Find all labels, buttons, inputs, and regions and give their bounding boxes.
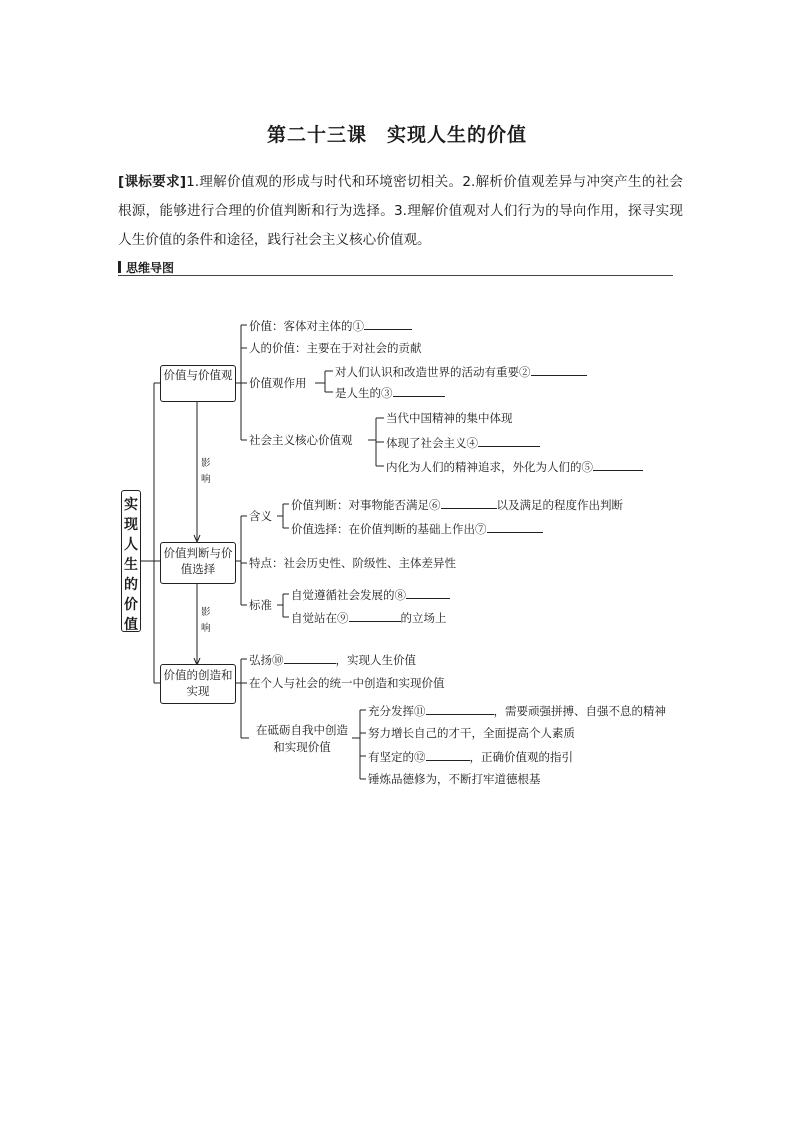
blank-8 <box>406 587 450 599</box>
self-cultivation-1-tail: ，需要顽强拼搏、自强不息的精神 <box>493 704 666 718</box>
self-cultivation-2: 努力增长自己的才干，全面提高个人素质 <box>368 726 575 740</box>
core-values-2 <box>386 435 540 450</box>
core-values-2-text: 体现了社会主义④ <box>386 436 478 450</box>
self-cultivation-3 <box>368 749 573 764</box>
blank-12 <box>426 749 470 761</box>
value-definition <box>249 318 412 333</box>
self-cultivation-label: 在砥砺自我中创造和实现价值 <box>256 723 348 754</box>
values-role-1-text: 对人们认识和改造世界的活动有重要② <box>335 365 531 379</box>
self-cultivation-1 <box>368 703 666 718</box>
value-definition-text: 价值：客体对主体的① <box>249 319 364 333</box>
blank-11 <box>426 703 494 715</box>
requirements-label: [课标要求] <box>118 174 187 190</box>
blank-3 <box>393 385 445 397</box>
values-role-2 <box>335 385 445 400</box>
section-heading-label: 思维导图 <box>126 261 175 275</box>
value-choice-text: 价值选择：在价值判断的基础上作出⑦ <box>291 522 487 536</box>
page-title: 第二十三课 实现人生的价值 <box>266 124 527 146</box>
branch-value-and-values: 价值与价值观 <box>160 365 236 402</box>
features: 特点：社会历史性、阶级性、主体差异性 <box>249 556 456 570</box>
core-values-3-text: 内化为人们的精神追求，外化为人们的⑤ <box>386 460 593 474</box>
unity-of-individual-and-society: 在个人与社会的统一中创造和实现价值 <box>249 676 445 690</box>
carry-forward <box>249 652 416 667</box>
standard-2-tail: 的立场上 <box>400 611 447 625</box>
standard-2 <box>291 610 447 625</box>
values-role-2-text: 是人生的③ <box>335 386 393 400</box>
values-role-label: 价值观作用 <box>249 376 307 390</box>
value-choice <box>291 521 543 536</box>
carry-forward-text: 弘扬⑩ <box>249 653 284 667</box>
branch-judgment-and-choice: 价值判断与价值选择 <box>160 542 236 584</box>
standard-2-text: 自觉站在⑨ <box>291 611 349 625</box>
blank-10 <box>284 652 336 664</box>
meaning-label: 含义 <box>249 509 272 523</box>
self-cultivation-1-text: 充分发挥⑪ <box>368 704 426 718</box>
influence-label-1: 影响 <box>201 458 211 485</box>
blank-7 <box>487 521 543 533</box>
blank-6 <box>441 497 497 509</box>
core-values-label: 社会主义核心价值观 <box>249 433 353 447</box>
requirements-text: 1.理解价值观的形成与时代和环境密切相关。2.解析价值观差异与冲突产生的社会根源，能够进行合理的价值判断和行为选择。3.理解价值观对人们行为的导向作用，探寻实现人生价值的条件和途径，践行社会主义核心价值观。 <box>118 174 683 248</box>
standard-label: 标准 <box>249 598 272 612</box>
value-judgment <box>291 497 623 512</box>
value-judgment-text: 价值判断：对事物能否满足⑥ <box>291 498 441 512</box>
branch-creation-and-realization: 价值的创造和实现 <box>160 664 236 704</box>
value-judgment-tail: 以及满足的程度作出判断 <box>496 498 623 512</box>
mindmap-root: 实现人生的价值 <box>121 490 141 632</box>
self-cultivation-4: 锤炼品德修为，不断打牢道德根基 <box>368 772 541 786</box>
human-value: 人的价值：主要在于对社会的贡献 <box>249 341 422 355</box>
values-role-1 <box>335 364 587 379</box>
blank-2 <box>531 364 587 376</box>
carry-forward-tail: ，实现人生价值 <box>335 653 416 667</box>
core-values-1: 当代中国精神的集中体现 <box>386 411 513 425</box>
influence-label-2: 影响 <box>201 607 211 634</box>
blank-5 <box>593 459 643 471</box>
self-cultivation-3-tail: ，正确价值观的指引 <box>469 750 573 764</box>
blank-4 <box>478 435 540 447</box>
self-cultivation-3-text: 有坚定的⑫ <box>368 750 426 764</box>
blank-9 <box>349 610 401 622</box>
blank-1 <box>364 318 412 330</box>
core-values-3 <box>386 459 643 474</box>
standard-1 <box>291 587 450 602</box>
standard-1-text: 自觉遵循社会发展的⑧ <box>291 588 406 602</box>
